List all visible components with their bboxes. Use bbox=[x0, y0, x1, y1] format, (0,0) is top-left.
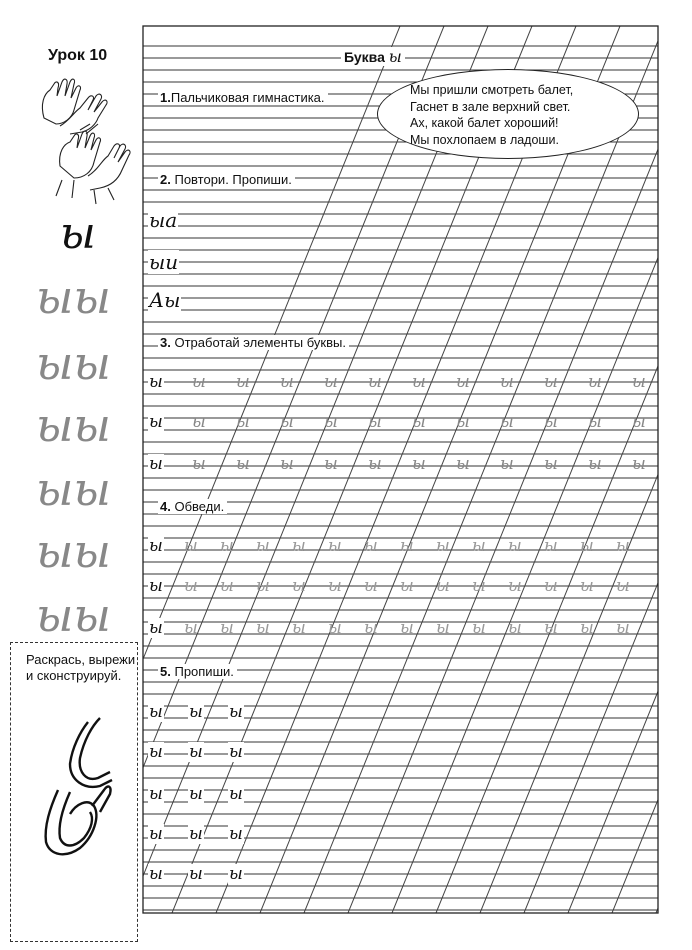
practice-letter: ы bbox=[229, 742, 243, 762]
trace-letter: ы bbox=[220, 576, 234, 596]
trace-letter: ы bbox=[588, 454, 602, 474]
trace-letter: ы bbox=[508, 536, 522, 556]
trace-letter: ы bbox=[292, 618, 306, 638]
trace-letter: ы bbox=[412, 454, 426, 474]
trace-letter: ы bbox=[456, 454, 470, 474]
slant-line bbox=[84, 26, 444, 913]
trace-letter: ы bbox=[472, 576, 486, 596]
slant-line bbox=[260, 26, 620, 913]
trace-letter: ы bbox=[580, 576, 594, 596]
trace-letter: ы bbox=[368, 372, 382, 392]
practice-letter: ы bbox=[189, 702, 203, 722]
poem-line: Мы похлопаем в ладоши. bbox=[410, 132, 559, 147]
trace-letter: ы bbox=[456, 372, 470, 392]
practice-letter: ы bbox=[149, 454, 163, 474]
letter-heading bbox=[341, 47, 405, 66]
sample-letter-pair: ыы bbox=[36, 524, 111, 578]
practice-letter: ы bbox=[229, 824, 243, 844]
practice-letter: ы bbox=[189, 784, 203, 804]
practice-letter: ы bbox=[229, 864, 243, 884]
task-3: 3. Отработай элементы буквы. bbox=[158, 335, 349, 350]
big-letter-outline: ы bbox=[60, 208, 96, 259]
trace-letter: ы bbox=[500, 454, 514, 474]
task-1: 1.Пальчиковая гимнастика. bbox=[158, 90, 328, 105]
trace-letter: ы bbox=[500, 372, 514, 392]
letter-cursive: ы bbox=[388, 47, 402, 66]
trace-letter: ы bbox=[544, 618, 558, 638]
trace-letter: ы bbox=[436, 618, 450, 638]
trace-letter: ы bbox=[364, 576, 378, 596]
slant-line bbox=[656, 26, 692, 913]
trace-letter: ы bbox=[588, 372, 602, 392]
trace-letter: ы bbox=[412, 372, 426, 392]
trace-letter: ы bbox=[580, 536, 594, 556]
trace-letter: ы bbox=[456, 412, 470, 432]
trace-letter: ы bbox=[400, 536, 414, 556]
trace-letter: ы bbox=[328, 576, 342, 596]
trace-letter: ы bbox=[472, 536, 486, 556]
trace-letter: ы bbox=[588, 412, 602, 432]
trace-letter: ы bbox=[236, 412, 250, 432]
slant-line bbox=[128, 26, 488, 913]
poem-bubble bbox=[377, 69, 639, 159]
practice-letter: ы bbox=[229, 784, 243, 804]
trace-letter: ы bbox=[184, 576, 198, 596]
trace-letter: ы bbox=[412, 412, 426, 432]
trace-letter: ы bbox=[544, 576, 558, 596]
trace-letter: ы bbox=[544, 372, 558, 392]
practice-letter: ы bbox=[149, 742, 163, 762]
slant-line bbox=[612, 26, 692, 913]
trace-letter: ы bbox=[256, 618, 270, 638]
practice-letter: ы bbox=[149, 824, 163, 844]
trace-letter: ы bbox=[632, 412, 646, 432]
cutout-box bbox=[10, 642, 138, 942]
trace-letter: ы bbox=[544, 454, 558, 474]
practice-letter: ы bbox=[149, 864, 163, 884]
sample-syllable: Аы bbox=[149, 288, 181, 312]
slant-line bbox=[172, 26, 532, 913]
trace-letter: ы bbox=[280, 454, 294, 474]
trace-letter: ы bbox=[364, 618, 378, 638]
trace-letter: ы bbox=[220, 536, 234, 556]
trace-letter: ы bbox=[192, 454, 206, 474]
poem-line: Мы пришли смотреть балет, bbox=[410, 83, 574, 97]
trace-letter: ы bbox=[436, 576, 450, 596]
practice-letter: ы bbox=[149, 536, 163, 556]
trace-letter: ы bbox=[192, 372, 206, 392]
hands-illustration bbox=[42, 79, 130, 204]
trace-letter: ы bbox=[280, 372, 294, 392]
task-4: 4. Обведи. bbox=[158, 499, 227, 514]
trace-letter: ы bbox=[280, 412, 294, 432]
trace-letter: ы bbox=[328, 536, 342, 556]
letter-label: Буква bbox=[344, 49, 385, 65]
cutout-instruction: Раскрась, вырежи и сконструируй. bbox=[26, 652, 136, 683]
task-2: 2. Повтори. Пропиши. bbox=[158, 172, 295, 187]
sample-letter-pair: ыы bbox=[36, 270, 111, 324]
trace-letter: ы bbox=[184, 536, 198, 556]
practice-letter: ы bbox=[149, 702, 163, 722]
trace-letter: ы bbox=[632, 372, 646, 392]
trace-letter: ы bbox=[580, 618, 594, 638]
slant-line bbox=[304, 26, 664, 913]
sample-letter-pair: ыы bbox=[36, 398, 111, 452]
trace-letter: ы bbox=[544, 412, 558, 432]
trace-letter: ы bbox=[632, 454, 646, 474]
sample-syllable: ыи bbox=[149, 250, 179, 274]
trace-letter: ы bbox=[236, 454, 250, 474]
trace-letter: ы bbox=[436, 536, 450, 556]
trace-letter: ы bbox=[400, 576, 414, 596]
trace-letter: ы bbox=[368, 412, 382, 432]
trace-letter: ы bbox=[236, 372, 250, 392]
trace-letter: ы bbox=[400, 618, 414, 638]
trace-letter: ы bbox=[328, 618, 342, 638]
trace-letter: ы bbox=[500, 412, 514, 432]
slant-line bbox=[392, 26, 692, 913]
sample-letter-pair: ыы bbox=[36, 588, 111, 642]
trace-letter: ы bbox=[544, 536, 558, 556]
trace-letter: ы bbox=[616, 576, 630, 596]
lesson-title: Урок 10 bbox=[48, 47, 108, 64]
sample-letter-pair: ыы bbox=[36, 462, 111, 516]
trace-letter: ы bbox=[292, 576, 306, 596]
practice-letter: ы bbox=[189, 824, 203, 844]
practice-letter: ы bbox=[189, 864, 203, 884]
poem-line: Ах, какой балет хороший! bbox=[410, 116, 559, 130]
practice-letter: ы bbox=[149, 784, 163, 804]
slant-line bbox=[216, 26, 576, 913]
practice-letter: ы bbox=[149, 412, 163, 432]
practice-letter: ы bbox=[149, 618, 163, 638]
trace-letter: ы bbox=[368, 454, 382, 474]
slant-line bbox=[568, 26, 692, 913]
trace-letter: ы bbox=[220, 618, 234, 638]
trace-letter: ы bbox=[324, 372, 338, 392]
trace-letter: ы bbox=[184, 618, 198, 638]
trace-letter: ы bbox=[616, 536, 630, 556]
trace-letter: ы bbox=[364, 536, 378, 556]
task-5: 5. Пропиши. bbox=[158, 664, 237, 679]
practice-letter: ы bbox=[189, 742, 203, 762]
trace-letter: ы bbox=[508, 576, 522, 596]
practice-letter: ы bbox=[149, 576, 163, 596]
trace-letter: ы bbox=[508, 618, 522, 638]
practice-letter: ы bbox=[229, 702, 243, 722]
trace-letter: ы bbox=[324, 412, 338, 432]
trace-letter: ы bbox=[292, 536, 306, 556]
sample-letter-pair: ыы bbox=[36, 336, 111, 390]
trace-letter: ы bbox=[324, 454, 338, 474]
trace-letter: ы bbox=[192, 412, 206, 432]
poem-line: Гаснет в зале верхний свет. bbox=[410, 99, 571, 114]
trace-letter: ы bbox=[472, 618, 486, 638]
trace-letter: ы bbox=[616, 618, 630, 638]
practice-letter: ы bbox=[149, 372, 163, 392]
sample-syllable: ыа bbox=[149, 208, 178, 232]
trace-letter: ы bbox=[256, 576, 270, 596]
trace-letter: ы bbox=[256, 536, 270, 556]
